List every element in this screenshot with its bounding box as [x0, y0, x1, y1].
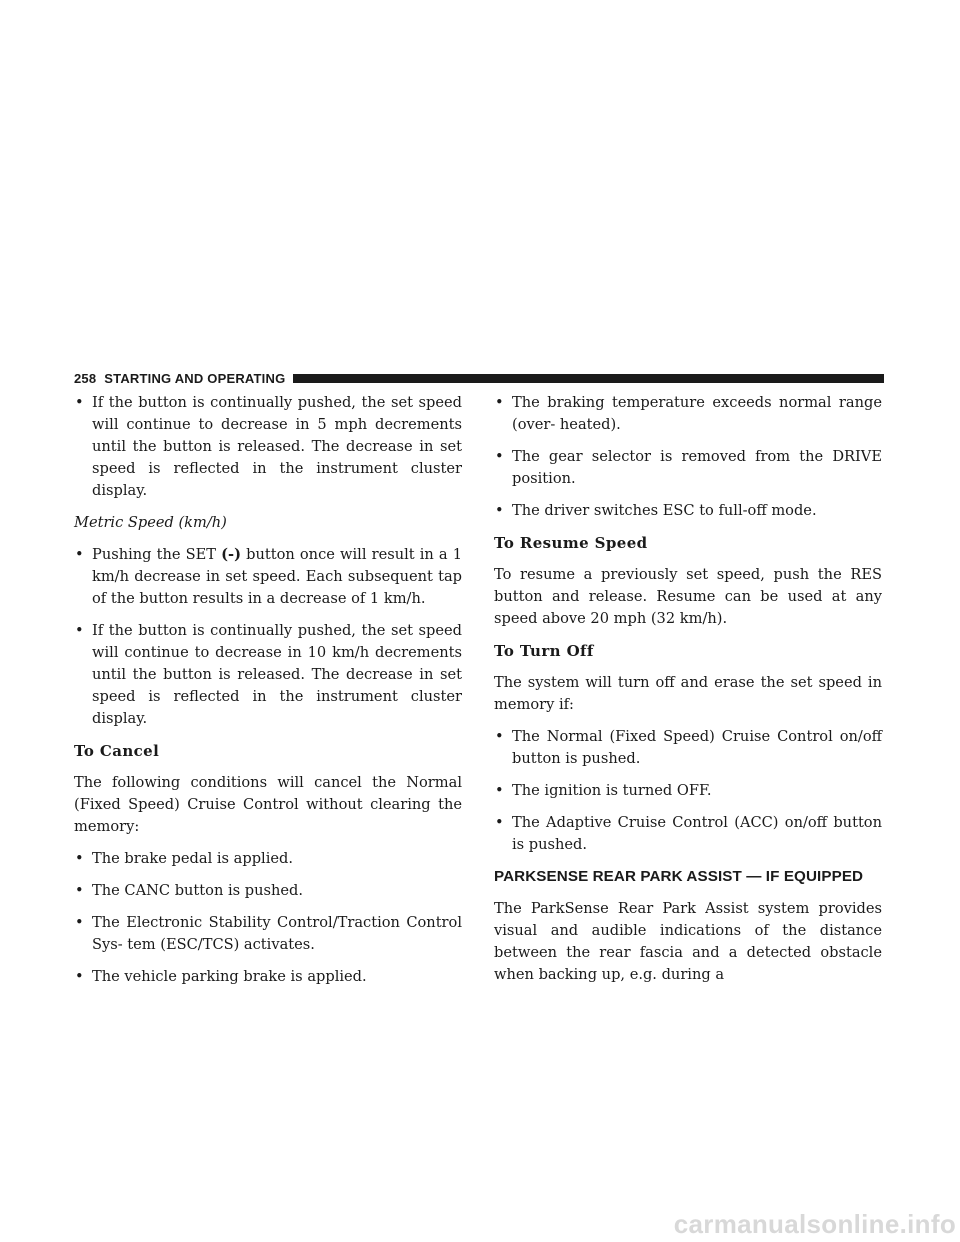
header-rule: [293, 374, 884, 383]
bullet-item: [494, 500, 882, 522]
bullet-text: The Normal (Fixed Speed) Cruise Control on/off button is pushed.: [512, 728, 882, 767]
watermark: carmanualsonline.info: [673, 1209, 956, 1239]
bullet-text: If the button is continually pushed, the set speed will continue to decrease in 5 mph decrements until the button is released. The decrease in set speed is reflected in the instrument cluster display.: [92, 394, 462, 499]
set-minus-label: (-): [221, 546, 242, 563]
right-column: [494, 392, 882, 996]
bullet-item: [74, 544, 462, 610]
bullet-dot: •: [75, 850, 84, 867]
bullet-text-post: button once will result in a 1 km/h decrease in set speed. Each subsequent tap of the button results in a decrease of 1 km/h.: [92, 546, 463, 607]
bullet-dot: •: [495, 782, 504, 799]
bullet-text: The vehicle parking brake is applied.: [92, 968, 367, 985]
parksense-text: The ParkSense Rear Park Assist system provides visual and audible indications of the distance between the rear fascia and a detected obstacle when backing up, e.g. during a: [494, 900, 882, 983]
bullet-dot: •: [495, 502, 504, 519]
to-resume-speed-heading: To Resume Speed: [494, 534, 648, 552]
bullet-text: The driver switches ESC to full-off mode.: [512, 502, 817, 519]
page-number: 258: [74, 370, 97, 386]
bullet-item: [74, 392, 462, 502]
bullet-text: The Adaptive Cruise Control (ACC) on/off button is pushed.: [512, 814, 882, 853]
turn-off-intro: The system will turn off and erase the set speed in memory if:: [494, 674, 882, 713]
parksense-heading: PARKSENSE REAR PARK ASSIST — IF EQUIPPED: [494, 868, 864, 885]
bullet-dot: •: [75, 622, 84, 639]
bullet-text: The CANC button is pushed.: [92, 882, 304, 899]
bullet-text: The ignition is turned OFF.: [512, 782, 712, 799]
bullet-text: The gear selector is removed from the DRIVE position.: [512, 448, 882, 487]
page-header: [74, 368, 884, 388]
section-title: STARTING AND OPERATING: [104, 370, 286, 386]
metric-speed-heading: Metric Speed (km/h): [74, 514, 227, 531]
left-column: [74, 392, 462, 998]
bullet-text: The braking temperature exceeds normal range (over- heated).: [512, 394, 882, 433]
bullet-dot: •: [75, 394, 84, 411]
bullet-dot: •: [75, 968, 84, 985]
bullet-item: [494, 446, 882, 490]
to-cancel-heading: To Cancel: [74, 742, 160, 760]
bullet-dot: •: [495, 448, 504, 465]
bullet-text-pre: Pushing the SET: [92, 546, 222, 563]
bullet-item: [494, 726, 882, 770]
bullet-item: [494, 392, 882, 436]
bullet-item: [74, 848, 462, 870]
bullet-item: [74, 620, 462, 730]
bullet-dot: •: [495, 728, 504, 745]
bullet-item: [494, 812, 882, 856]
to-turn-off-heading: To Turn Off: [494, 642, 594, 660]
resume-text: To resume a previously set speed, push the RES button and release. Resume can be used at any speed above 20 mph (32 km/h).: [494, 566, 882, 627]
bullet-item: [494, 780, 882, 802]
bullet-dot: •: [495, 394, 504, 411]
bullet-text: If the button is continually pushed, the set speed will continue to decrease in 10 km/h decrements until the button is released. The decrease in set speed is reflected in the instrument cluster display.: [92, 622, 462, 727]
bullet-text: The Electronic Stability Control/Traction Control Sys- tem (ESC/TCS) activates.: [92, 914, 462, 953]
bullet-dot: •: [75, 914, 84, 931]
bullet-item: [74, 880, 462, 902]
bullet-dot: •: [75, 546, 84, 563]
cancel-intro: The following conditions will cancel the Normal (Fixed Speed) Cruise Control without clearing the memory:: [74, 774, 462, 835]
bullet-text: The brake pedal is applied.: [92, 850, 294, 867]
bullet-dot: •: [495, 814, 504, 831]
bullet-item: [74, 966, 462, 988]
bullet-item: [74, 912, 462, 956]
bullet-dot: •: [75, 882, 84, 899]
